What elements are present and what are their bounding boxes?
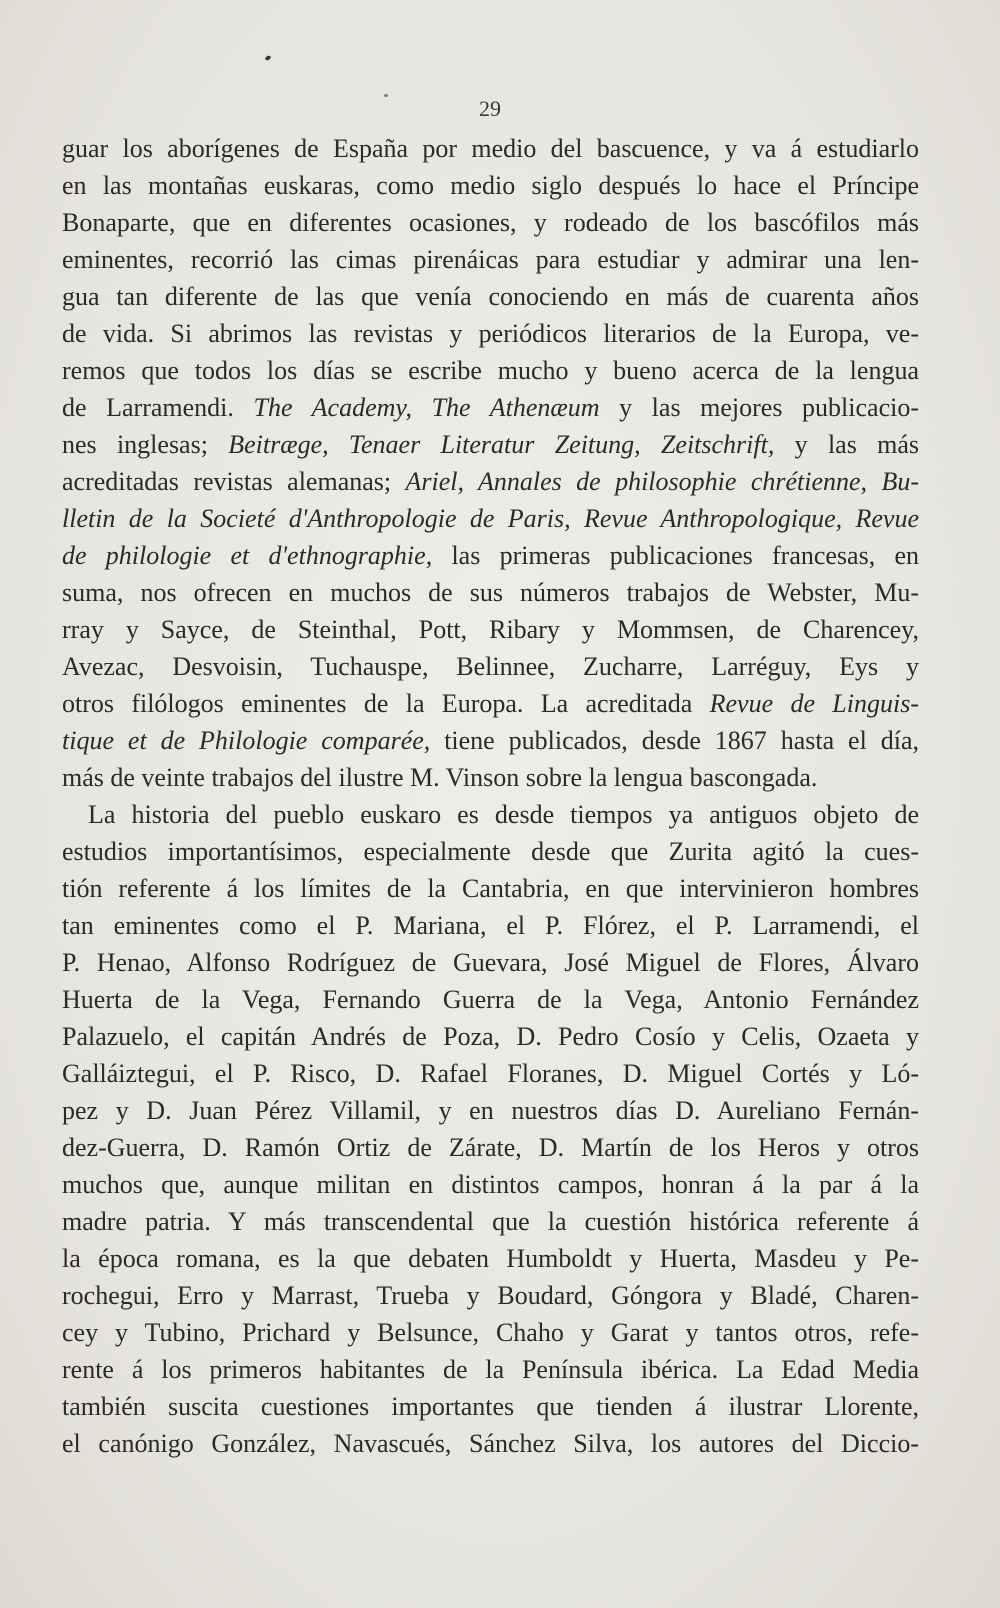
text-line: remos que todos los días se escribe mucho y bueno acerca de la lengua bbox=[62, 356, 919, 385]
text-line: Huerta de la Vega, Fernando Guerra de la Vega, Antonio Fernández bbox=[62, 985, 919, 1014]
paragraph-1 bbox=[62, 130, 919, 796]
text-line: cey y Tubino, Prichard y Belsunce, Chaho y Garat y tantos otros, refe- bbox=[62, 1318, 919, 1347]
text-line: La historia del pueblo euskaro es desde tiempos ya antiguos objeto de bbox=[88, 800, 919, 829]
text-line: rray y Sayce, de Steinthal, Pott, Ribary y Mommsen, de Charencey, bbox=[62, 615, 919, 644]
text-line: más de veinte trabajos del ilustre M. Vinson sobre la lengua bascongada. bbox=[62, 763, 818, 792]
text-line: madre patria. Y más transcendental que la cuestión histórica referente á bbox=[62, 1207, 919, 1236]
text-line: pez y D. Juan Pérez Villamil, y en nuestros días D. Aureliano Fernán- bbox=[62, 1096, 919, 1125]
text-line: de philologie et d'ethnographie, las primeras publicaciones francesas, en bbox=[62, 541, 919, 570]
text-line: Bonaparte, que en diferentes ocasiones, y rodeado de los bascófilos más bbox=[62, 208, 919, 237]
text-line: tión referente á los límites de la Cantabria, en que intervinieron hombres bbox=[62, 874, 919, 903]
text-line: Galláiztegui, el P. Risco, D. Rafael Floranes, D. Miguel Cortés y Ló- bbox=[62, 1059, 919, 1088]
text-line: dez-Guerra, D. Ramón Ortiz de Zárate, D. Martín de los Heros y otros bbox=[62, 1133, 919, 1162]
paragraph-2 bbox=[62, 796, 919, 1462]
text-line: P. Henao, Alfonso Rodríguez de Guevara, José Miguel de Flores, Álvaro bbox=[62, 948, 919, 977]
text-line: la época romana, es la que debaten Humboldt y Huerta, Masdeu y Pe- bbox=[62, 1244, 919, 1273]
text-line: rente á los primeros habitantes de la Península ibérica. La Edad Media bbox=[62, 1355, 919, 1384]
text-line: en las montañas euskaras, como medio siglo después lo hace el Príncipe bbox=[62, 171, 919, 200]
text-line: muchos que, aunque militan en distintos campos, honran á la par á la bbox=[62, 1170, 919, 1199]
text-line: el canónigo González, Navascués, Sánchez Silva, los autores del Diccio- bbox=[62, 1429, 919, 1458]
text-line: suma, nos ofrecen en muchos de sus números trabajos de Webster, Mu- bbox=[62, 578, 919, 607]
text-line: también suscita cuestiones importantes que tienden á ilustrar Llorente, bbox=[62, 1392, 919, 1421]
text-line: nes inglesas; Beitræge, Tenaer Literatur Zeitung, Zeitschrift, y las más bbox=[62, 430, 919, 459]
text-line: rochegui, Erro y Marrast, Trueba y Boudard, Góngora y Bladé, Charen- bbox=[62, 1281, 919, 1310]
text-line: Palazuelo, el capitán Andrés de Poza, D. Pedro Cosío y Celis, Ozaeta y bbox=[62, 1022, 919, 1051]
page-number: 29 bbox=[479, 96, 501, 121]
text-line: gua tan diferente de las que venía conociendo en más de cuarenta años bbox=[62, 282, 919, 311]
text-line: otros filólogos eminentes de la Europa. La acreditada Revue de Linguis- bbox=[62, 689, 919, 718]
text-line: lletin de la Societé d'Anthropologie de Paris, Revue Anthropologique, Revue bbox=[62, 504, 919, 533]
text-line: Avezac, Desvoisin, Tuchauspe, Belinnee, Zucharre, Larréguy, Eys y bbox=[62, 652, 919, 681]
text-line: eminentes, recorrió las cimas pirenáicas para estudiar y admirar una len- bbox=[62, 245, 919, 274]
text-line: guar los aborígenes de España por medio del bascuence, y va á estudiarlo bbox=[62, 134, 919, 163]
text-line: de Larramendi. The Academy, The Athenæum y las mejores publicacio- bbox=[62, 393, 919, 422]
text-line: acreditadas revistas alemanas; Ariel, Annales de philosophie chrétienne, Bu- bbox=[62, 467, 919, 496]
text-line: tique et de Philologie comparée, tiene publicados, desde 1867 hasta el día, bbox=[62, 726, 919, 755]
text-line: tan eminentes como el P. Mariana, el P. Flórez, el P. Larramendi, el bbox=[62, 911, 919, 940]
body-text bbox=[62, 130, 919, 1462]
ink-speck bbox=[264, 55, 271, 61]
text-line: estudios importantísimos, especialmente desde que Zurita agitó la cues- bbox=[62, 837, 919, 866]
text-line: de vida. Si abrimos las revistas y periódicos literarios de la Europa, ve- bbox=[62, 319, 919, 348]
